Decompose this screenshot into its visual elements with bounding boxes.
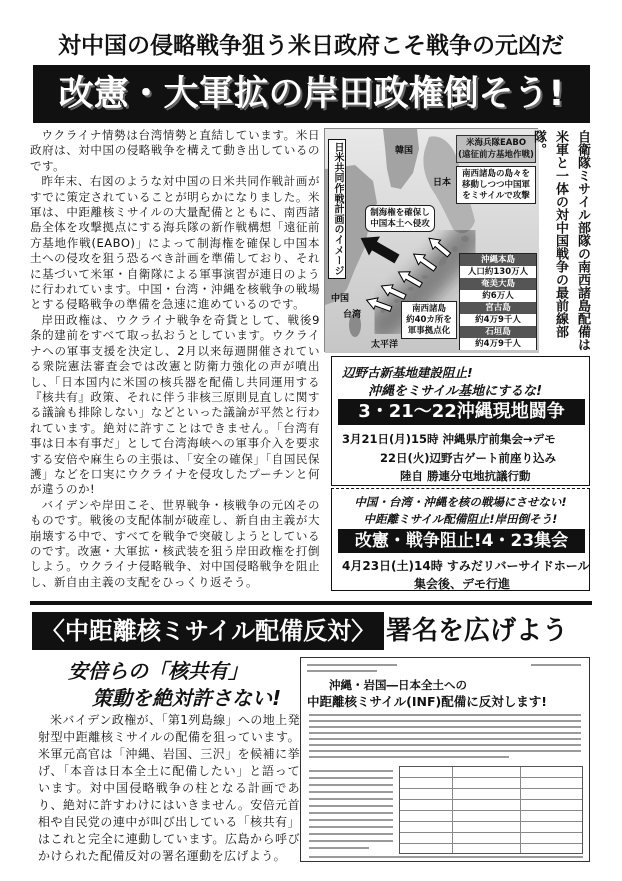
fine-print-line	[309, 714, 581, 716]
petition-body-text: 米バイデン政権が、「第1列島線」への地上発射型中距離核ミサイルの配備を狙っています。米軍元高官は「沖縄、岩国、三沢」を候補に挙げ、「本音は日本全土に配備したい」と語っています。対中国侵略戦争の柱となる計画であり、絶対に許すわけにはいきません。安倍元首相や自民党の連中が叫び出している「核共有」はこれと完全に連動しています。広島から呼びかけられた配備反対の署名運動を広げよう。	[38, 713, 300, 863]
map-caption: 日米共同作戦計画のイメージ	[328, 139, 346, 279]
island-population: 約6万人	[460, 290, 536, 302]
fine-print-line	[309, 744, 581, 746]
section-divider	[30, 601, 592, 605]
event-april-rally	[331, 488, 590, 591]
event-slogan: 中国・台湾・沖縄を核の戦場にさせない!	[354, 495, 567, 509]
bases-note-line: 南西諸島	[411, 304, 446, 314]
petition-subhead: 安倍らの「核共有」	[68, 659, 248, 683]
island-population: 約4万9千人	[460, 338, 536, 350]
event-slogan: 辺野古新基地建設阻止!	[342, 365, 473, 380]
eabo-title: 米海兵隊EABO	[465, 138, 527, 148]
page-title: 対中国の侵略戦争狙う米日政府こそ戦争の元凶だ	[58, 33, 564, 59]
event-title: 改憲・戦争阻止!4・23集会	[338, 529, 585, 553]
operation-plan-map	[324, 128, 538, 352]
fine-print-line	[309, 798, 393, 800]
event-slogan: 沖縄をミサイル基地にするな!	[368, 384, 543, 399]
fine-print-line	[309, 819, 393, 821]
grid-column-line	[452, 767, 453, 853]
event-detail: 3月21日(月)15時 沖縄県庁前集会→デモ	[342, 432, 556, 446]
petition-subhead: 策動を絶対許さない!	[92, 686, 282, 710]
fine-print-line	[309, 750, 581, 752]
fine-print-line	[307, 670, 377, 672]
petition-header-boxed: 〈中距離核ミサイル配備反対〉	[32, 612, 384, 650]
invasion-note-line: 中国本土へ侵攻	[370, 219, 430, 229]
island-name: 奄美大島	[460, 278, 536, 290]
fine-print-line	[309, 738, 581, 740]
fine-print-line	[309, 847, 369, 849]
form-title: 中距離核ミサイル(INF)配備に反対します!	[307, 694, 547, 709]
fine-print-line	[309, 777, 393, 779]
label-japan: 日本	[433, 178, 452, 188]
article-paragraph: ウクライナ情勢は台湾情勢と直結しています。米日政府は、対中国の侵略戦争を構えて動き出しているのです。	[30, 128, 320, 173]
eabo-subtitle: (遠征前方基地作戦)	[458, 150, 534, 160]
invasion-note-line: 制海権を確保し	[370, 208, 430, 218]
event-detail: 22日(火)辺野古ゲート前座り込み	[380, 451, 557, 465]
bases-note-line: 軍事拠点化	[407, 326, 451, 336]
island-name: 石垣島	[460, 326, 536, 338]
fine-print-line	[309, 791, 393, 793]
label-taiwan: 台湾	[343, 310, 362, 320]
fine-print-line	[309, 784, 393, 786]
fine-print-line	[309, 826, 393, 828]
island-population: 人口約130万人	[460, 266, 536, 278]
fine-print-line	[309, 812, 393, 814]
island-population: 約4万9千人	[460, 314, 536, 326]
invasion-note	[365, 205, 435, 232]
article-paragraph: 岸田政権は、ウクライナ戦争を奇貨として、戦後9条的建前をすべて取っ払おうとしています。ウクライナへの軍事支援を決定し、2月以来毎週開催されている衆院憲法審査会では改憲と防衛力強化の声が噴出し、「日本国内に米国の核兵器を配備し共同運用する『核共有』政策、それに伴う非核三原則見直しに関する議論も排除しない」などといった議論が平然と行われています。絶対に許すことはできません。「台湾有事は日本有事だ」として台湾海峡への軍事介入を要求する安倍や麻生らの主張は、「安全の確保」「自国民保護」などを口実にウクライナを侵攻したプーチンと何が違うのか!	[30, 312, 320, 497]
event-slogan: 中距離ミサイル配備阻止!岸田倒そう!	[363, 512, 558, 526]
event-okinawa	[331, 356, 590, 486]
fine-print-line	[309, 726, 581, 728]
fine-print-line	[309, 720, 581, 722]
article-column	[30, 128, 320, 594]
island-name: 沖縄本島	[460, 254, 536, 266]
petition-form-image	[300, 657, 590, 862]
label-korea: 韓国	[395, 146, 414, 156]
fine-print-line	[309, 756, 509, 758]
event-title: 3・21〜22沖縄現地闘争	[338, 399, 585, 425]
eabo-box	[456, 135, 536, 163]
grid-column-line	[520, 767, 521, 853]
article-paragraph: バイデンや岸田こそ、世界戦争・核戦争の元凶そのものです。戦後の支配体制が破産し、新自由主義が大崩壊する中で、すべてを戦争で突破しようとしているのです。改憲・大軍拡・核武装を狙う岸田政権を打倒しよう。ウクライナ侵略戦争、対中国侵略戦争を阻止し、新自由主義の支配をひっくり返そう。	[30, 497, 320, 589]
attack-note-line: 南西諸島の島々を	[461, 169, 530, 179]
side-vertical-note: 自衛隊ミサイル部隊の南西諸島配備は米軍と一体の対中国戦争の最前線部隊。	[531, 130, 590, 351]
attack-note-line: 移動しつつ中国軍	[461, 180, 530, 190]
island-name: 宮古島	[460, 302, 536, 314]
form-title: 沖縄・岩国―日本全土への	[329, 678, 467, 692]
fine-print-line	[309, 856, 583, 858]
fine-print-line	[309, 805, 393, 807]
bases-note-line: 約40カ所を	[406, 315, 452, 325]
article-paragraph: 昨年末、右図のような対中国の日米共同作戦計画がすでに策定されていることが明らかになりました。米軍は、中距離核ミサイルの大量配備とともに、南西諸島全体を攻撃拠点にする海兵隊の新作戦構想「遠征前方基地作戦(EABO)」によって制海権を確保し中国本土への侵攻を狙う恐るべき計画を準備しており、それに基づいて米軍・自衛隊による軍事演習が連日のように行われています。中国・台湾・沖縄を核戦争の戦場とする侵略戦争の準備を急速に進めているのです。	[30, 174, 320, 312]
event-detail: 陸自 勝連分屯地抗議行動	[400, 469, 531, 483]
fine-print-line	[531, 664, 581, 666]
label-pacific: 太平洋	[371, 340, 399, 350]
headline-banner: 改憲・大軍拡の岸田政権倒そう!	[33, 65, 590, 123]
attack-note	[456, 166, 536, 204]
fine-print-line	[307, 664, 397, 666]
fine-print-line	[309, 833, 393, 835]
fine-print-line	[309, 770, 393, 772]
label-china: 中国	[331, 294, 350, 304]
petition-header-tail: 署名を広げよう	[386, 616, 569, 646]
event-detail: 集会後、デモ行進	[414, 577, 511, 591]
signature-grid	[399, 766, 583, 854]
attack-note-line: をミサイルで攻撃	[462, 191, 530, 201]
islands-population-table	[459, 253, 537, 350]
fine-print-line	[309, 732, 581, 734]
bases-note	[401, 301, 457, 339]
event-detail: 4月23日(土)14時 すみだリバーサイドホール	[342, 559, 590, 573]
fine-print-line	[309, 840, 393, 842]
